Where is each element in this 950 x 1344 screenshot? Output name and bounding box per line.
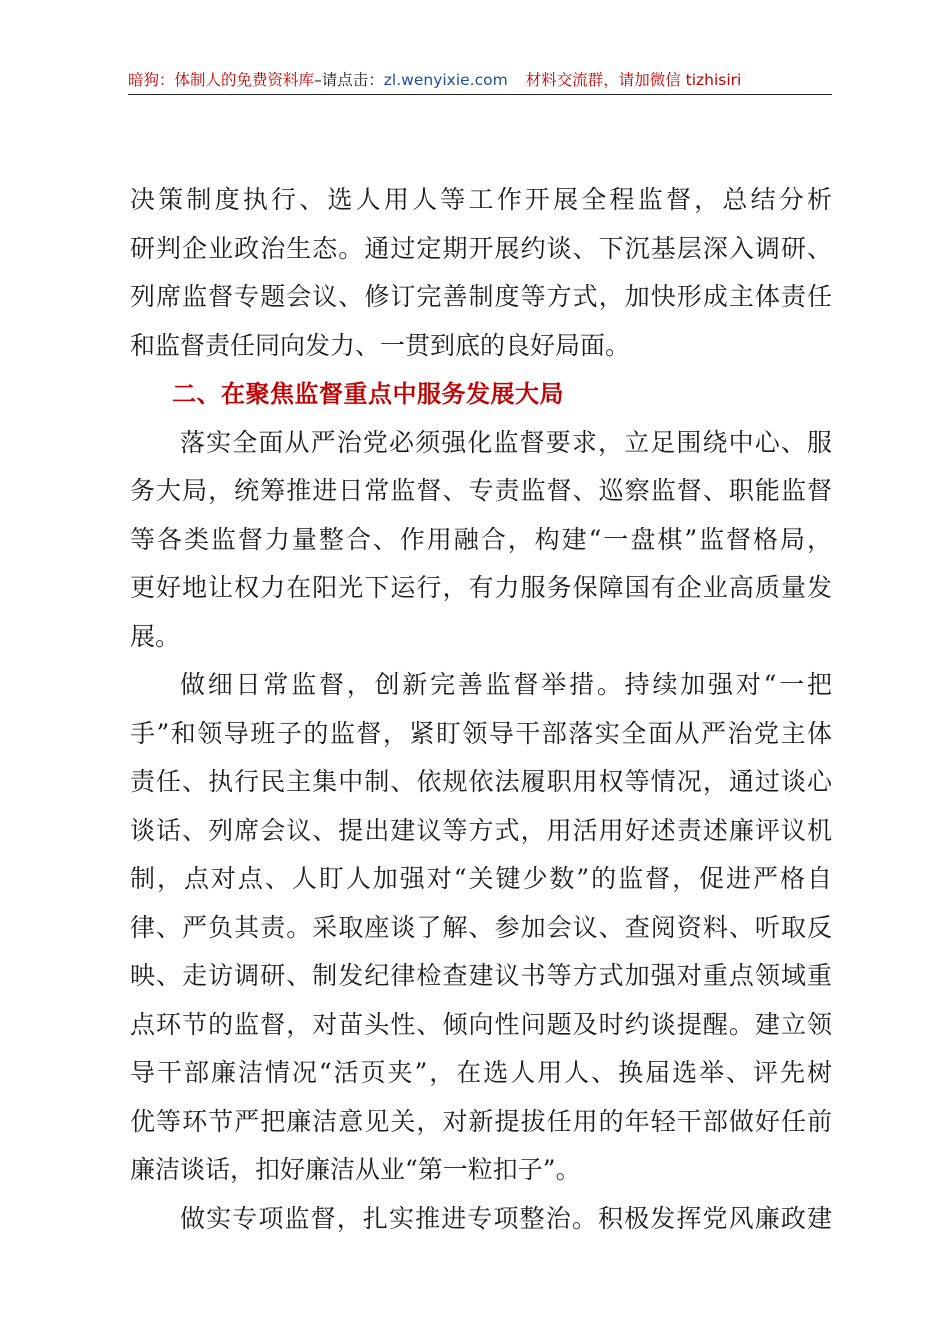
paragraph-line: 务大局，统筹推进日常监督、专责监督、巡察监督、职能监督 <box>130 476 832 505</box>
paragraph-line: 谈话、列席会议、提出建议等方式，用活用好述责述廉评议机 <box>130 815 832 845</box>
document-body <box>130 176 832 1243</box>
paragraph-line: 研判企业政治生态。通过定期开展约谈、下沉基层深入调研、 <box>130 233 832 263</box>
paragraph-line: 导干部廉洁情况“活页夹”，在选人用人、换届选举、评先树 <box>130 1058 832 1087</box>
header-brand: 暗狗：体制人的免费资料库 <box>128 71 315 89</box>
paragraph-line: 和监督责任同向发力、一贯到底的良好局面。 <box>130 330 631 360</box>
paragraph-line: 展。 <box>130 621 181 651</box>
paragraph-line: 手”和领导班子的监督，紧盯领导干部落实全面从严治党主体 <box>130 718 832 748</box>
paragraph-line: 决策制度执行、选人用人等工作开展全程监督，总结分析 <box>130 185 832 214</box>
paragraph-line: 更好地让权力在阳光下运行，有力服务保障国有企业高质量发 <box>130 573 832 602</box>
paragraph-line: 点环节的监督，对苗头性、倾向性问题及时约谈提醒。建立领 <box>130 1009 832 1039</box>
paragraph-line: 列席监督专题会议、修订完善制度等方式，加快形成主体责任 <box>130 282 832 311</box>
paragraph-line: 等各类监督力量整合、作用融合，构建“一盘棋”监督格局， <box>130 524 832 554</box>
paragraph-line: 律、严负其责。采取座谈了解、参加会议、查阅资料、听取反 <box>130 912 832 942</box>
paragraph-line: 廉洁谈话，扣好廉洁从业“第一粒扣子”。 <box>130 1155 581 1184</box>
header-contact: 材料交流群，请加微信 tizhisiri <box>525 71 742 89</box>
page-header <box>128 68 832 95</box>
paragraph-line: 映、走访调研、制发纪律检查建议书等方式加强对重点领域重 <box>130 961 832 990</box>
paragraph-line: 落实全面从严治党必须强化监督要求，立足围绕中心、服 <box>180 427 832 457</box>
header-link[interactable]: zl.wenyixie.com <box>383 71 508 89</box>
paragraph-line: 做实专项监督，扎实推进专项整治。积极发挥党风廉政建 <box>180 1203 832 1233</box>
section-heading: 二、在聚焦监督重点中服务发展大局 <box>172 380 564 408</box>
paragraph-line: 责任、执行民主集中制、依规依法履职用权等情况，通过谈心 <box>130 767 832 796</box>
header-click-prompt: –请点击： <box>314 71 384 89</box>
paragraph-line: 优等环节严把廉洁意见关，对新提拔任用的年轻干部做好任前 <box>130 1106 832 1136</box>
paragraph-line: 做细日常监督，创新完善监督举措。持续加强对“一把 <box>180 670 832 699</box>
paragraph-line: 制，点对点、人盯人加强对“关键少数”的监督，促进严格自 <box>130 864 832 893</box>
